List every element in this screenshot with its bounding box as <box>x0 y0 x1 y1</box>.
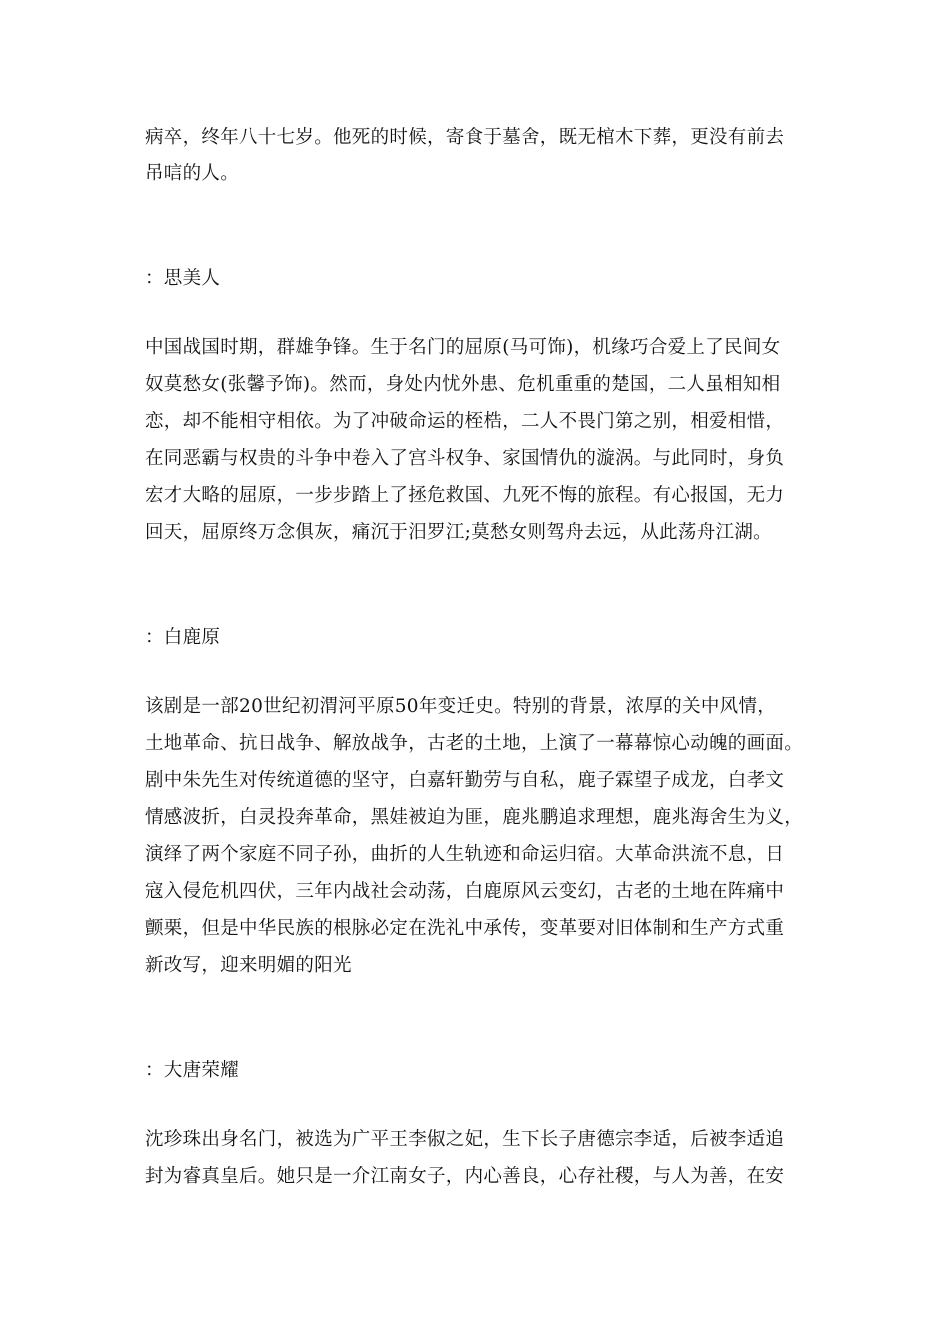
paragraph-line: 颤栗，但是中华民族的根脉必定在洗礼中承传，变革要对旧体制和生产方式重 <box>145 918 785 939</box>
paragraph-line: 在同恶霸与权贵的斗争中卷入了宫斗权争、家国情仇的漩涡。与此同时，身负 <box>145 448 785 469</box>
paragraph-line: 该剧是一部20世纪初渭河平原50年变迁史。特别的背景，浓厚的关中风情， <box>145 696 777 717</box>
paragraph-line: 宏才大略的屈原，一步步踏上了拯危救国、九死不悔的旅程。有心报国，无力 <box>145 485 785 506</box>
paragraph-line: 封为睿真皇后。她只是一介江南女子，内心善良，心存社稷，与人为善，在安 <box>145 1166 785 1187</box>
paragraph-line: 回天，屈原终万念俱灰，痛沉于汨罗江;莫愁女则驾舟去远，从此荡舟江湖。 <box>145 522 772 543</box>
paragraph-line: 演绎了两个家庭不同子孙，曲折的人生轨迹和命运归宿。大革命洪流不息，日 <box>145 844 785 865</box>
section-heading: ：大唐荣耀 <box>145 1060 240 1081</box>
paragraph-line: 恋，却不能相守相依。为了冲破命运的桎梏，二人不畏门第之别，相爱相惜， <box>145 411 785 432</box>
paragraph-line: 土地革命、抗日战争、解放战争，古老的土地，上演了一幕幕惊心动魄的画面。 <box>145 733 804 754</box>
paragraph-line: 奴莫愁女(张馨予饰)。然而，身处内忧外患、危机重重的楚国，二人虽相知相 <box>145 374 781 395</box>
paragraph-line: 吊唁的人。 <box>145 163 240 184</box>
paragraph-line: 沈珍珠出身名门，被选为广平王李俶之妃，生下长子唐德宗李适，后被李适追 <box>145 1129 785 1150</box>
paragraph-line: 剧中朱先生对传统道德的坚守，白嘉轩勤劳与自私，鹿子霖望子成龙，白孝文 <box>145 770 785 791</box>
section-heading: ：白鹿原 <box>145 627 221 648</box>
paragraph-line: 中国战国时期，群雄争锋。生于名门的屈原(马可饰)，机缘巧合爱上了民间女 <box>145 337 781 358</box>
paragraph-line: 病卒，终年八十七岁。他死的时候，寄食于墓舍，既无棺木下葬，更没有前去 <box>145 127 785 148</box>
paragraph-line: 寇入侵危机四伏，三年内战社会动荡，白鹿原风云变幻，古老的土地在阵痛中 <box>145 881 785 902</box>
section-heading: ：思美人 <box>145 268 221 289</box>
paragraph-line: 新改写，迎来明媚的阳光 <box>145 955 352 976</box>
paragraph-line: 情感波折，白灵投奔革命，黑娃被迫为匪，鹿兆鹏追求理想，鹿兆海舍生为义， <box>145 807 804 828</box>
